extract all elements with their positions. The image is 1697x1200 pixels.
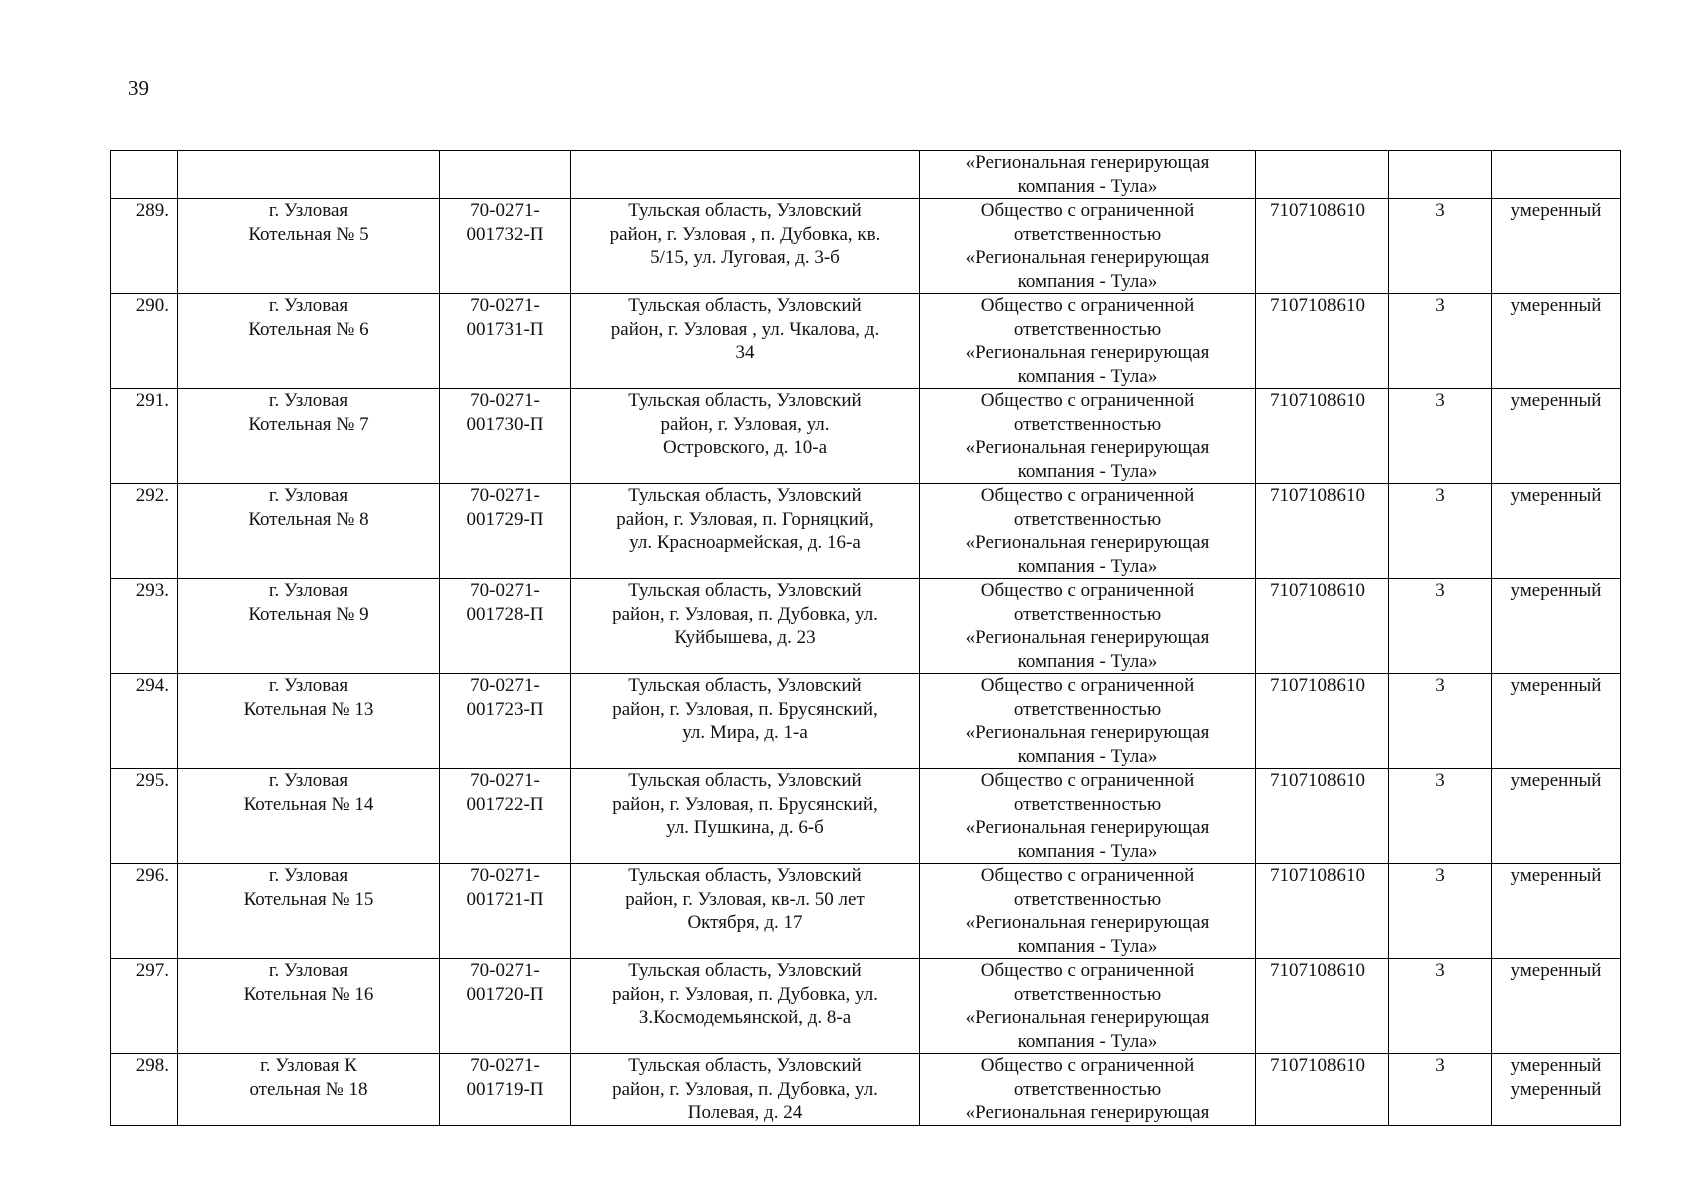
cell-address xyxy=(571,674,920,769)
status-line: умеренный xyxy=(1510,770,1602,791)
cell-status xyxy=(1492,151,1621,199)
cell-inn: 7107108610 xyxy=(1256,389,1389,484)
address-line: район, г. Узловая, п. Дубовка, ул. xyxy=(612,983,878,1005)
cell-num: 293. xyxy=(111,579,178,674)
operator-line: компания - Тула» xyxy=(1017,840,1158,862)
address-line: Тульская область, Узловский xyxy=(628,200,862,221)
address-line: район, г. Узловая , п. Дубовка, кв. xyxy=(609,223,881,245)
address-line: 5/15, ул. Луговая, д. 3-б xyxy=(650,247,840,268)
code-line: 001732-П xyxy=(466,223,544,245)
cell-object xyxy=(178,959,440,1054)
status-line: умеренный xyxy=(1510,1055,1602,1076)
operator-line: компания - Тула» xyxy=(1017,1030,1158,1052)
status-line: умеренный xyxy=(1510,485,1602,506)
address-line: район, г. Узловая, п. Дубовка, ул. xyxy=(612,1078,878,1100)
cell-num: 292. xyxy=(111,484,178,579)
cell-num xyxy=(111,151,178,199)
cell-inn: 7107108610 xyxy=(1256,864,1389,959)
cell-inn: 7107108610 xyxy=(1256,199,1389,294)
object-line: г. Узловая xyxy=(268,580,349,601)
cell-operator xyxy=(920,864,1256,959)
cell-object xyxy=(178,769,440,864)
operator-line: Общество с ограниченной xyxy=(980,675,1195,696)
cell-category: 3 xyxy=(1389,484,1492,579)
address-line: Островского, д. 10-а xyxy=(663,437,827,458)
cell-category: 3 xyxy=(1389,579,1492,674)
cell-object xyxy=(178,389,440,484)
table-row xyxy=(111,294,1621,389)
table-row xyxy=(111,579,1621,674)
operator-line: «Региональная генерирующая xyxy=(965,817,1210,838)
operator-line: «Региональная генерирующая xyxy=(965,437,1210,458)
status-line: умеренный xyxy=(1510,580,1602,601)
cell-num: 296. xyxy=(111,864,178,959)
table-row xyxy=(111,1054,1621,1126)
object-line: Котельная № 14 xyxy=(243,793,374,815)
cell-operator xyxy=(920,579,1256,674)
code-line: 001723-П xyxy=(466,698,544,720)
cell-code xyxy=(440,151,571,199)
code-line: 001730-П xyxy=(466,413,544,435)
operator-line: ответственностью xyxy=(1013,1078,1162,1100)
operator-line: ответственностью xyxy=(1013,508,1162,530)
cell-code xyxy=(440,959,571,1054)
cell-operator xyxy=(920,294,1256,389)
cell-category: 3 xyxy=(1389,674,1492,769)
status-line: умеренный xyxy=(1510,1078,1602,1100)
address-line: Тульская область, Узловский xyxy=(628,1055,862,1076)
cell-operator xyxy=(920,151,1256,199)
cell-address xyxy=(571,151,920,199)
table-row xyxy=(111,769,1621,864)
cell-inn: 7107108610 xyxy=(1256,294,1389,389)
table-row xyxy=(111,484,1621,579)
cell-code xyxy=(440,389,571,484)
cell-num: 290. xyxy=(111,294,178,389)
object-line: Котельная № 8 xyxy=(248,508,369,530)
cell-inn xyxy=(1256,151,1389,199)
cell-object xyxy=(178,199,440,294)
operator-line: «Региональная генерирующая xyxy=(965,1007,1210,1028)
code-line: 001719-П xyxy=(466,1078,544,1100)
cell-num: 297. xyxy=(111,959,178,1054)
object-line: отельная № 18 xyxy=(249,1078,368,1100)
operator-line: ответственностью xyxy=(1013,888,1162,910)
address-line: ул. Пушкина, д. 6-б xyxy=(666,817,824,838)
operator-line: компания - Тула» xyxy=(1017,175,1158,197)
operator-line: ответственностью xyxy=(1013,223,1162,245)
object-line: г. Узловая К xyxy=(260,1055,357,1076)
operator-line: ответственностью xyxy=(1013,793,1162,815)
cell-num: 294. xyxy=(111,674,178,769)
cell-address xyxy=(571,389,920,484)
object-line: Котельная № 13 xyxy=(243,698,374,720)
cell-status xyxy=(1492,579,1621,674)
cell-address xyxy=(571,1054,920,1126)
cell-code xyxy=(440,1054,571,1126)
operator-line: компания - Тула» xyxy=(1017,650,1158,672)
address-line: район, г. Узловая, п. Брусянский, xyxy=(612,698,878,720)
address-line: ул. Мира, д. 1-а xyxy=(682,722,808,743)
operator-line: Общество с ограниченной xyxy=(980,390,1195,411)
code-line: 70-0271- xyxy=(470,865,540,886)
address-line: район, г. Узловая, п. Дубовка, ул. xyxy=(612,603,878,625)
code-line: 001729-П xyxy=(466,508,544,530)
operator-line: ответственностью xyxy=(1013,413,1162,435)
registry-table xyxy=(110,150,1621,1126)
cell-operator xyxy=(920,959,1256,1054)
address-line: Тульская область, Узловский xyxy=(628,485,862,506)
cell-num: 295. xyxy=(111,769,178,864)
cell-category: 3 xyxy=(1389,769,1492,864)
cell-category: 3 xyxy=(1389,294,1492,389)
cell-status xyxy=(1492,389,1621,484)
cell-category: 3 xyxy=(1389,959,1492,1054)
cell-address xyxy=(571,959,920,1054)
code-line: 001720-П xyxy=(466,983,544,1005)
address-line: ул. Красноармейская, д. 16-а xyxy=(629,532,861,553)
operator-line: «Региональная генерирующая xyxy=(965,722,1210,743)
object-line: г. Узловая xyxy=(268,675,349,696)
object-line: г. Узловая xyxy=(268,200,349,221)
address-line: район, г. Узловая, кв-л. 50 лет xyxy=(625,888,865,910)
cell-address xyxy=(571,294,920,389)
cell-status xyxy=(1492,674,1621,769)
object-line: Котельная № 9 xyxy=(248,603,369,625)
cell-inn: 7107108610 xyxy=(1256,484,1389,579)
status-line: умеренный xyxy=(1510,675,1602,696)
cell-code xyxy=(440,674,571,769)
address-line: Куйбышева, д. 23 xyxy=(674,627,816,648)
cell-code xyxy=(440,294,571,389)
cell-status xyxy=(1492,199,1621,294)
table-row xyxy=(111,389,1621,484)
cell-address xyxy=(571,484,920,579)
address-line: Тульская область, Узловский xyxy=(628,770,862,791)
code-line: 70-0271- xyxy=(470,390,540,411)
address-line: район, г. Узловая, ул. xyxy=(660,413,830,435)
cell-operator xyxy=(920,389,1256,484)
address-line: район, г. Узловая , ул. Чкалова, д. xyxy=(610,318,880,340)
cell-num: 289. xyxy=(111,199,178,294)
cell-operator xyxy=(920,484,1256,579)
operator-line: Общество с ограниченной xyxy=(980,200,1195,221)
table-row xyxy=(111,199,1621,294)
operator-line: Общество с ограниченной xyxy=(980,865,1195,886)
code-line: 70-0271- xyxy=(470,485,540,506)
cell-category: 3 xyxy=(1389,199,1492,294)
cell-object xyxy=(178,579,440,674)
status-line: умеренный xyxy=(1510,200,1602,221)
address-line: район, г. Узловая, п. Брусянский, xyxy=(612,793,878,815)
address-line: Тульская область, Узловский xyxy=(628,865,862,886)
cell-address xyxy=(571,579,920,674)
operator-line: компания - Тула» xyxy=(1017,365,1158,387)
address-line: Тульская область, Узловский xyxy=(628,390,862,411)
status-line: умеренный xyxy=(1510,295,1602,316)
code-line: 001728-П xyxy=(466,603,544,625)
cell-address xyxy=(571,199,920,294)
operator-line: «Региональная генерирующая xyxy=(965,152,1210,173)
cell-inn: 7107108610 xyxy=(1256,769,1389,864)
status-line: умеренный xyxy=(1510,390,1602,411)
cell-status xyxy=(1492,959,1621,1054)
cell-status xyxy=(1492,484,1621,579)
cell-operator xyxy=(920,674,1256,769)
cell-inn: 7107108610 xyxy=(1256,579,1389,674)
operator-line: компания - Тула» xyxy=(1017,745,1158,767)
object-line: Котельная № 6 xyxy=(248,318,369,340)
object-line: Котельная № 15 xyxy=(243,888,374,910)
object-line: Котельная № 16 xyxy=(243,983,374,1005)
operator-line: «Региональная генерирующая xyxy=(965,342,1210,363)
cell-category: 3 xyxy=(1389,864,1492,959)
object-line: г. Узловая xyxy=(268,770,349,791)
code-line: 001721-П xyxy=(466,888,544,910)
address-line: Тульская область, Узловский xyxy=(628,675,862,696)
operator-line: ответственностью xyxy=(1013,983,1162,1005)
cell-status xyxy=(1492,769,1621,864)
object-line: г. Узловая xyxy=(268,485,349,506)
cell-object xyxy=(178,1054,440,1126)
code-line: 70-0271- xyxy=(470,1055,540,1076)
cell-address xyxy=(571,769,920,864)
code-line: 001731-П xyxy=(466,318,544,340)
operator-line: «Региональная генерирующая xyxy=(965,247,1210,268)
code-line: 001722-П xyxy=(466,793,544,815)
cell-category: 3 xyxy=(1389,1054,1492,1126)
address-line: Полевая, д. 24 xyxy=(687,1102,803,1123)
address-line: Октября, д. 17 xyxy=(687,912,803,933)
operator-line: «Региональная генерирующая xyxy=(965,912,1210,933)
object-line: г. Узловая xyxy=(268,960,349,981)
address-line: Тульская область, Узловский xyxy=(628,580,862,601)
cell-num: 291. xyxy=(111,389,178,484)
cell-inn: 7107108610 xyxy=(1256,674,1389,769)
object-line: г. Узловая xyxy=(268,865,349,886)
address-line: З.Космодемьянской, д. 8-а xyxy=(638,1007,852,1028)
cell-status xyxy=(1492,864,1621,959)
code-line: 70-0271- xyxy=(470,295,540,316)
cell-code xyxy=(440,199,571,294)
operator-line: Общество с ограниченной xyxy=(980,485,1195,506)
operator-line: компания - Тула» xyxy=(1017,555,1158,577)
code-line: 70-0271- xyxy=(470,675,540,696)
cell-status xyxy=(1492,294,1621,389)
operator-line: Общество с ограниченной xyxy=(980,580,1195,601)
status-line: умеренный xyxy=(1510,865,1602,886)
cell-code xyxy=(440,484,571,579)
operator-line: Общество с ограниченной xyxy=(980,1055,1195,1076)
operator-line: «Региональная генерирующая xyxy=(965,627,1210,648)
cell-object xyxy=(178,484,440,579)
operator-line: «Региональная генерирующая xyxy=(965,532,1210,553)
cell-code xyxy=(440,864,571,959)
operator-line: ответственностью xyxy=(1013,603,1162,625)
object-line: Котельная № 5 xyxy=(248,223,369,245)
cell-object xyxy=(178,151,440,199)
cell-object xyxy=(178,864,440,959)
table-row xyxy=(111,674,1621,769)
operator-line: Общество с ограниченной xyxy=(980,960,1195,981)
address-line: 34 xyxy=(735,342,755,363)
operator-line: компания - Тула» xyxy=(1017,460,1158,482)
cell-object xyxy=(178,674,440,769)
operator-line: ответственностью xyxy=(1013,698,1162,720)
operator-line: Общество с ограниченной xyxy=(980,295,1195,316)
code-line: 70-0271- xyxy=(470,960,540,981)
registry-table-body xyxy=(111,151,1621,1126)
operator-line: «Региональная генерирующая xyxy=(965,1102,1210,1123)
cell-num: 298. xyxy=(111,1054,178,1126)
table-row xyxy=(111,959,1621,1054)
operator-line: компания - Тула» xyxy=(1017,935,1158,957)
table-row xyxy=(111,864,1621,959)
address-line: Тульская область, Узловский xyxy=(628,295,862,316)
cell-operator xyxy=(920,1054,1256,1126)
operator-line: Общество с ограниченной xyxy=(980,770,1195,791)
cell-code xyxy=(440,769,571,864)
cell-object xyxy=(178,294,440,389)
table-row-continuation xyxy=(111,151,1621,199)
cell-inn: 7107108610 xyxy=(1256,1054,1389,1126)
object-line: г. Узловая xyxy=(268,295,349,316)
operator-line: компания - Тула» xyxy=(1017,270,1158,292)
page-number: 39 xyxy=(128,76,149,100)
address-line: район, г. Узловая, п. Горняцкий, xyxy=(616,508,874,530)
cell-address xyxy=(571,864,920,959)
code-line: 70-0271- xyxy=(470,200,540,221)
cell-operator xyxy=(920,769,1256,864)
cell-code xyxy=(440,579,571,674)
operator-line: ответственностью xyxy=(1013,318,1162,340)
status-line: умеренный xyxy=(1510,960,1602,981)
object-line: г. Узловая xyxy=(268,390,349,411)
object-line: Котельная № 7 xyxy=(248,413,369,435)
code-line: 70-0271- xyxy=(470,770,540,791)
cell-category xyxy=(1389,151,1492,199)
cell-category: 3 xyxy=(1389,389,1492,484)
cell-status xyxy=(1492,1054,1621,1126)
address-line: Тульская область, Узловский xyxy=(628,960,862,981)
cell-operator xyxy=(920,199,1256,294)
cell-inn: 7107108610 xyxy=(1256,959,1389,1054)
code-line: 70-0271- xyxy=(470,580,540,601)
